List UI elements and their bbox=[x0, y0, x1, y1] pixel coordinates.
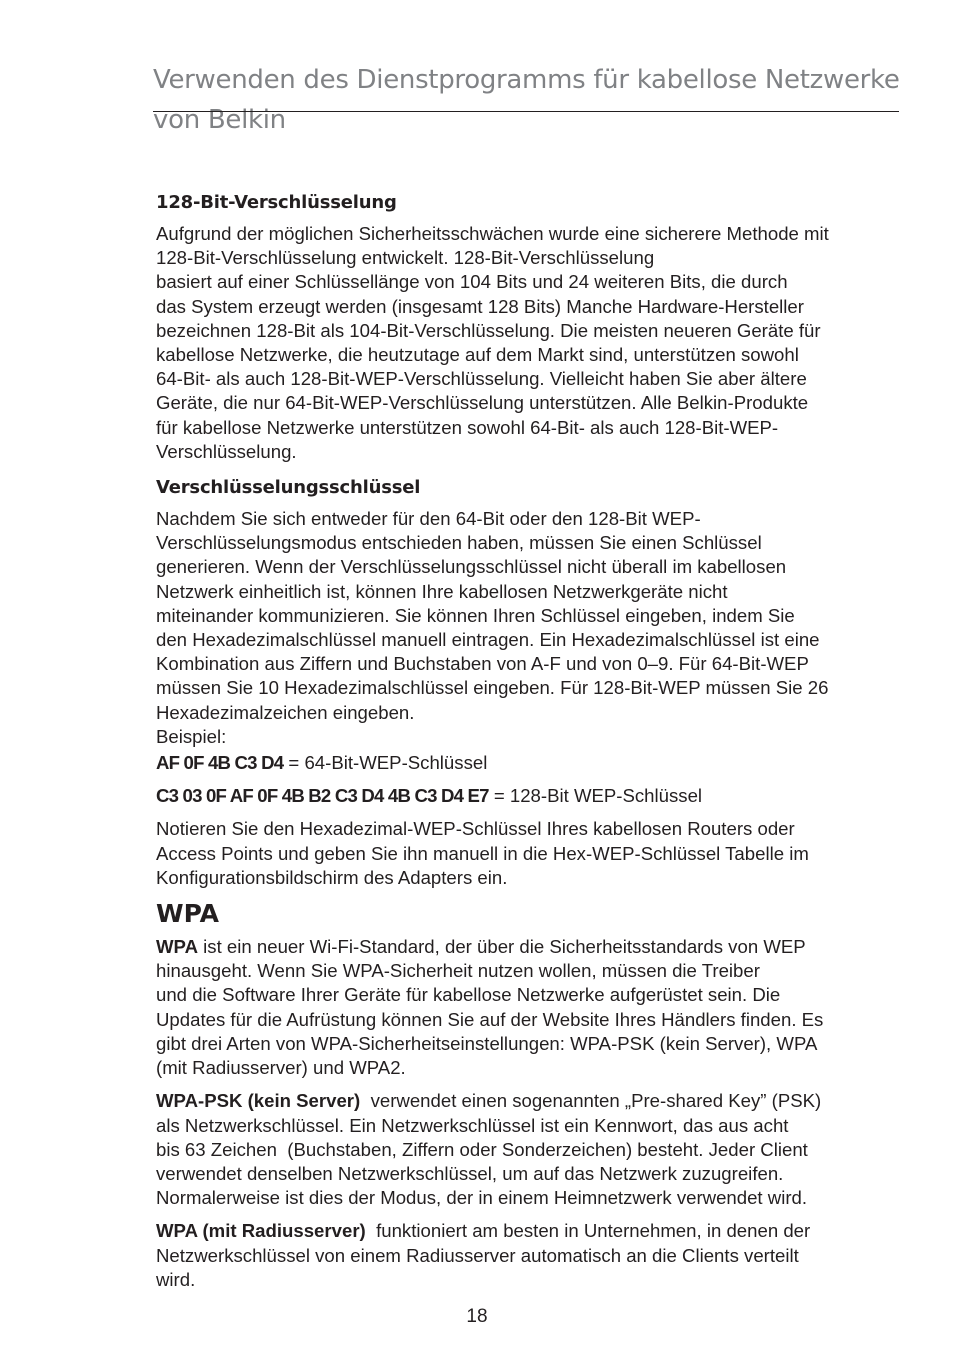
text-line: das System erzeugt werden (insgesamt 128 Bits) Manche Hardware-Hersteller bbox=[156, 295, 804, 317]
text-line: ist ein neuer Wi-Fi-Standard, der über die Sicherheitsstandards von WEP bbox=[198, 936, 806, 958]
text-line: funktioniert am besten in Unternehmen, in denen der bbox=[365, 1220, 811, 1242]
text-line: Nachdem Sie sich entweder für den 64-Bit oder den 128-Bit WEP- bbox=[156, 508, 701, 530]
text-line: hinausgeht. Wenn Sie WPA-Sicherheit nutzen wollen, müssen die Treiber bbox=[156, 960, 760, 982]
section-heading-wpa: WPA bbox=[156, 899, 219, 929]
page-header-title: Verwenden des Dienstprogramms für kabellose Netzwerke von Belkin bbox=[153, 65, 900, 135]
text-line: miteinander kommunizieren. Sie können Ihren Schlüssel eingeben, indem Sie bbox=[156, 604, 795, 626]
paragraph-wpa-psk bbox=[156, 1089, 916, 1210]
text-line: Netzwerk einheitlich ist, können Ihre kabellosen Netzwerkgeräte nicht bbox=[156, 580, 728, 602]
example-64bit-key: AF 0F 4B C3 D4 bbox=[156, 752, 284, 774]
text-line: den Hexadezimalschlüssel manuell eintragen. Ein Hexadezimalschlüssel ist eine bbox=[156, 629, 820, 651]
text-line: und die Software Ihrer Geräte für kabellose Netzwerke aufgerüstet sein. Die bbox=[156, 984, 781, 1006]
text-line: Verschlüsselung. bbox=[156, 440, 297, 462]
page-content bbox=[156, 188, 916, 1301]
text-line: verwendet denselben Netzwerkschlüssel, um auf das Netzwerk zuzugreifen. bbox=[156, 1162, 784, 1184]
text-line: Updates für die Aufrüstung können Sie auf der Website Ihres Händlers finden. Es bbox=[156, 1008, 824, 1030]
text-line: wird. bbox=[156, 1268, 196, 1290]
text-line: generieren. Wenn der Verschlüsselungsschlüssel nicht überall im kabellosen bbox=[156, 556, 787, 578]
text-line: als Netzwerkschlüssel. Ein Netzwerkschlüssel ist ein Kennwort, das aus acht bbox=[156, 1114, 789, 1136]
section-heading-key: Verschlüsselungsschlüssel bbox=[156, 477, 421, 499]
text-line: Konfigurationsbildschirm des Adapters ein. bbox=[156, 866, 508, 888]
text-line: Hexadezimalzeichen eingeben. bbox=[156, 701, 415, 723]
text-line: Normalerweise ist dies der Modus, der in einem Heimnetzwerk verwendet wird. bbox=[156, 1187, 808, 1209]
text-line: 64-Bit- als auch 128-Bit-WEP-Verschlüsselung. Vielleicht haben Sie aber ältere bbox=[156, 368, 807, 390]
page-number: 18 bbox=[466, 1306, 488, 1327]
text-line: (mit Radiusserver) und WPA2. bbox=[156, 1057, 406, 1079]
text-line: Kombination aus Ziffern und Buchstaben von A-F und von 0–9. Für 64-Bit-WEP bbox=[156, 653, 809, 675]
text-line: verwendet einen sogenannten „Pre-shared Key” (PSK) bbox=[360, 1090, 822, 1112]
wpa-radius-term: WPA (mit Radiusserver) bbox=[156, 1220, 366, 1242]
text-line: müssen Sie 10 Hexadezimalschlüssel eingeben. Für 128-Bit-WEP müssen Sie 26 bbox=[156, 677, 829, 699]
paragraph-128bit bbox=[156, 222, 916, 464]
text-line: Aufgrund der möglichen Sicherheitsschwächen wurde eine sicherere Methode mit bbox=[156, 223, 829, 244]
text-line: für kabellose Netzwerke unterstützen sowohl 64-Bit- als auch 128-Bit-WEP- bbox=[156, 416, 779, 438]
wpa-term: WPA bbox=[156, 936, 198, 958]
paragraph-wpa-intro bbox=[156, 935, 916, 1080]
text-line: gibt drei Arten von WPA-Sicherheitseinstellungen: WPA-PSK (kein Server), WPA bbox=[156, 1032, 818, 1054]
example-128bit bbox=[156, 784, 916, 808]
section-heading-128bit: 128-Bit-Verschlüsselung bbox=[156, 192, 397, 213]
text-line: basiert auf einer Schlüssellänge von 104 Bits und 24 weiteren Bits, die durch bbox=[156, 271, 788, 293]
text-line: Geräte, die nur 64-Bit-WEP-Verschlüsselung unterstützen. Alle Belkin-Produkte bbox=[156, 392, 809, 414]
text-line: kabellose Netzwerke, die heutzutage auf dem Markt sind, unterstützen sowohl bbox=[156, 344, 799, 366]
text-line: bezeichnen 128-Bit als 104-Bit-Verschlüsselung. Die meisten neueren Geräte für bbox=[156, 319, 821, 341]
example-128bit-key: C3 03 0F AF 0F 4B B2 C3 D4 4B C3 D4 E7 bbox=[156, 785, 489, 807]
paragraph-key bbox=[156, 507, 916, 775]
paragraph-wpa-radius bbox=[156, 1219, 916, 1292]
text-line: Access Points und geben Sie ihn manuell in die Hex-WEP-Schlüssel Tabelle im bbox=[156, 842, 809, 864]
paragraph-key-note bbox=[156, 817, 916, 890]
example-64bit-desc: = 64-Bit-WEP-Schlüssel bbox=[283, 752, 488, 774]
wpa-psk-term: WPA-PSK (kein Server) bbox=[156, 1090, 361, 1112]
text-line: 128-Bit-Verschlüsselung entwickelt. 128-Bit-Verschlüsselung bbox=[156, 247, 655, 269]
example-128bit-desc: = 128-Bit WEP-Schlüssel bbox=[488, 785, 703, 807]
example-64bit bbox=[156, 751, 916, 775]
text-line: bis 63 Zeichen (Buchstaben, Ziffern oder Sonderzeichen) besteht. Jeder Client bbox=[156, 1138, 808, 1160]
text-line: Netzwerkschlüssel von einem Radiusserver automatisch an die Clients verteilt bbox=[156, 1244, 799, 1266]
text-line: Verschlüsselungsmodus entschieden haben, müssen Sie einen Schlüssel bbox=[156, 532, 762, 554]
example-label: Beispiel: bbox=[156, 725, 227, 747]
text-line: Notieren Sie den Hexadezimal-WEP-Schlüssel Ihres kabellosen Routers oder bbox=[156, 818, 795, 840]
header-rule bbox=[153, 111, 899, 112]
